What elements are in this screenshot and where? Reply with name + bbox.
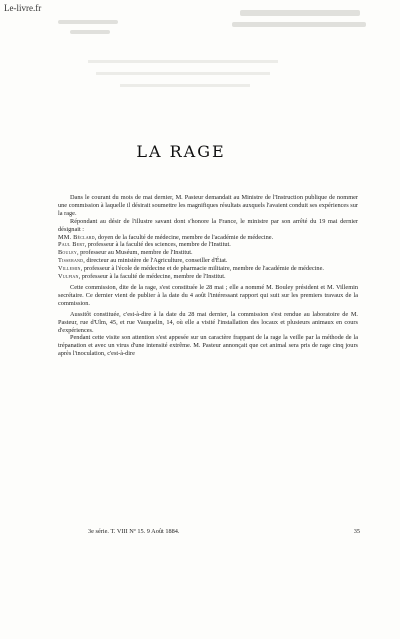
list-item [58, 273, 358, 281]
visit-paragraph: Aussitôt constituée, c'est-à-dire à la date du 28 mai dernier, la commission s'est rendue au laboratoire de M. Pasteur, rue d'Ulm, 45, et rue Vauquelin, 14, où elle a visité l'installation des locaux et plusieurs animaux en cours d'expériences. [58, 310, 358, 334]
list-item [58, 265, 358, 273]
decree-paragraph: Répondant au désir de l'illustre savant dont s'honore la France, le ministre par son arrêté du 19 mai dernier désignait : [58, 217, 358, 233]
member-description: , professeur au Muséum, membre de l'Institut. [76, 249, 193, 257]
member-name: Paul Bert [58, 241, 85, 249]
article-body [58, 194, 358, 358]
intro-paragraph: Dans le courant du mois de mai dernier, M. Pasteur demandait au Ministre de l'Instruction publique de nommer une commission à laquelle il désirait soumettre les magnifiques résultats auxquels l'avaient conduit ses expériences sur la rage. [58, 194, 358, 217]
commission-members-list [58, 234, 358, 281]
member-name: Vulpian [58, 273, 79, 281]
bleed-through-header [0, 0, 400, 120]
page-footer [88, 528, 360, 535]
list-item [58, 234, 358, 242]
member-name: Villemin [58, 265, 81, 273]
member-name: Tisserand [58, 257, 84, 265]
member-description: , directeur au ministère de l'Agriculture, conseiller d'État. [83, 257, 228, 265]
article-title: LA RAGE [136, 142, 226, 161]
commission-paragraph: Cette commission, dite de la rage, s'est constituée le 28 mai ; elle a nommé M. Bouley président et M. Villemin secrétaire. Ce dernier vient de publier à la date du 4 août l'intéressant rapport qui suit sur les premiers travaux de la commission. [58, 283, 358, 307]
member-description: , professeur à la faculté des sciences, membre de l'Institut. [84, 241, 231, 249]
member-description: , doyen de la faculté de médecine, membre de l'académie de médecine. [94, 233, 274, 241]
member-description: , professeur à l'école de médecine et de pharmacie militaire, membre de l'académie de médecine. [80, 265, 324, 273]
during-visit-paragraph: Pendant cette visite son attention s'est appesée sur un caractère frappant de la rage la veille par la méthode de la trépanation et avec un virus d'une intensité extrême. M. Pasteur annonçait que cet animal sera pris de rage cinq jours après l'inoculation, c'est-à-dire [58, 334, 358, 358]
page-number: 35 [353, 528, 360, 535]
watermark-brand: Le-livre.fr [4, 3, 42, 13]
member-name: Bouley [58, 249, 77, 257]
member-name: MM. Béclard [58, 233, 95, 241]
footer-issue: 3e série. T. VIII Nº 15. 9 Août 1884. [88, 528, 180, 535]
member-description: , professeur à la faculté de médecine, membre de l'Institut. [78, 273, 226, 281]
list-item [58, 257, 358, 265]
list-item [58, 241, 358, 249]
